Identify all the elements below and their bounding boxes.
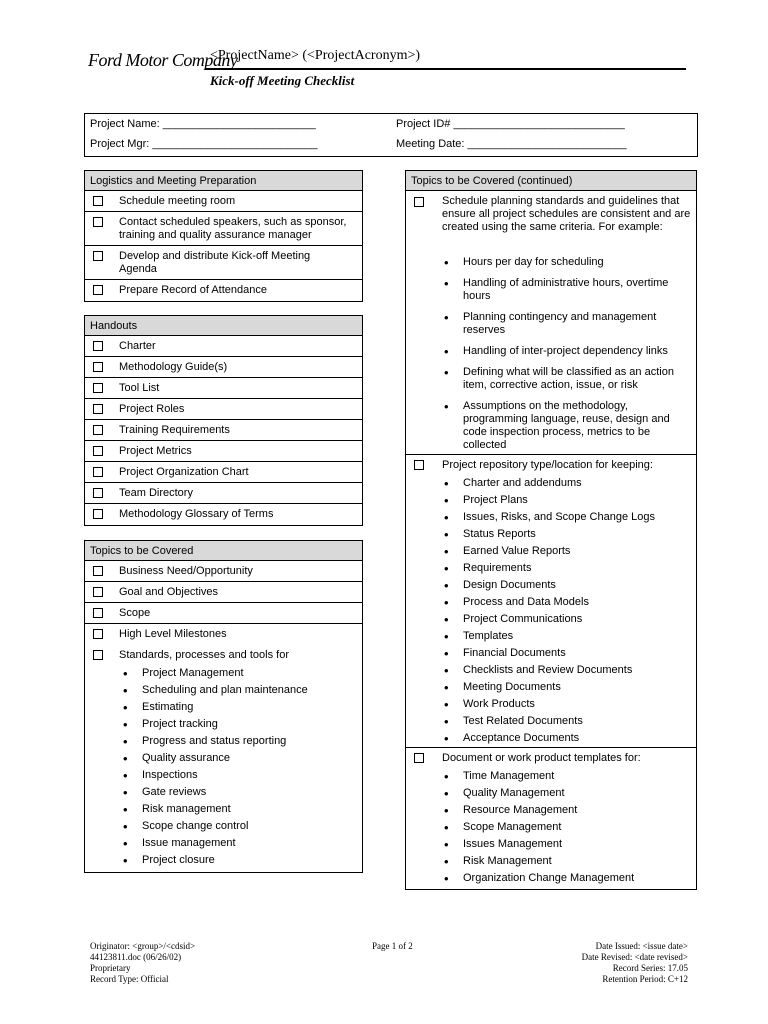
checkbox[interactable] bbox=[414, 753, 424, 763]
bullet-item: • Project Plans bbox=[406, 492, 696, 509]
footer-left bbox=[90, 941, 195, 985]
footer-line: Proprietary bbox=[90, 963, 131, 973]
checklist-item-repository bbox=[406, 455, 696, 748]
bullet-item: • Scheduling and plan maintenance bbox=[85, 682, 362, 699]
item-label: High Level Milestones bbox=[119, 628, 227, 640]
bullet-text: Handling of administrative hours, overtime hours bbox=[463, 277, 669, 302]
bullet-item: • Charter and addendums bbox=[406, 475, 696, 492]
bullet-item: • Quality assurance bbox=[85, 750, 362, 767]
bullet-item: • Project closure bbox=[85, 852, 362, 869]
bullet-item: • Requirements bbox=[406, 560, 696, 577]
bullet-item: • Status Reports bbox=[406, 526, 696, 543]
item-label: Team Directory bbox=[119, 487, 193, 499]
bullet-dot: • bbox=[444, 255, 449, 270]
project-name-field[interactable]: Project Name: _________________________ bbox=[90, 118, 316, 130]
checklist-item bbox=[85, 561, 362, 582]
company-logo: Ford Motor Company bbox=[88, 50, 238, 70]
bullet-item: • Templates bbox=[406, 628, 696, 645]
checklist-item bbox=[85, 624, 362, 645]
repository-list bbox=[406, 475, 696, 747]
bullet-text: Planning contingency and management reserves bbox=[463, 311, 657, 336]
bullet-item: • Estimating bbox=[85, 699, 362, 716]
checkbox[interactable] bbox=[93, 341, 103, 351]
checkbox[interactable] bbox=[93, 446, 103, 456]
bullet-dot: • bbox=[444, 344, 449, 359]
project-info-box bbox=[84, 113, 698, 157]
checklist-item bbox=[85, 441, 362, 462]
bullet-item: • Checklists and Review Documents bbox=[406, 662, 696, 679]
item-label: Methodology Guide(s) bbox=[119, 361, 228, 373]
topics-section bbox=[84, 540, 363, 873]
logistics-section bbox=[84, 170, 363, 302]
checklist-item bbox=[85, 462, 362, 483]
checklist-item bbox=[85, 582, 362, 603]
bullet-item: • Time Management bbox=[406, 768, 696, 785]
meeting-date-field[interactable]: Meeting Date: __________________________ bbox=[396, 138, 627, 150]
checkbox[interactable] bbox=[93, 566, 103, 576]
item-label: Develop and distribute Kick-off Meeting Agenda bbox=[119, 250, 311, 275]
bullet-text: Assumptions on the methodology, programming language, reuse, design and code inspection process, metrics to be collected bbox=[463, 400, 670, 451]
checklist-item-schedule bbox=[406, 191, 696, 455]
bullet-dot: • bbox=[444, 310, 449, 325]
checkbox[interactable] bbox=[93, 467, 103, 477]
bullet-item: • Gate reviews bbox=[85, 784, 362, 801]
checklist-item bbox=[85, 603, 362, 624]
bullet-dot: • bbox=[444, 276, 449, 291]
item-label: Scope bbox=[119, 607, 151, 619]
footer-line: Retention Period: C+12 bbox=[602, 974, 688, 984]
checklist-item bbox=[85, 399, 362, 420]
checklist-item bbox=[85, 336, 362, 357]
section-header: Topics to be Covered (continued) bbox=[406, 171, 696, 191]
bullet-item: • Issues, Risks, and Scope Change Logs bbox=[406, 509, 696, 526]
footer-line: Originator: <group>/<cdsid> bbox=[90, 941, 196, 951]
checkbox[interactable] bbox=[93, 217, 103, 227]
handouts-section bbox=[84, 315, 363, 526]
checkbox[interactable] bbox=[414, 460, 424, 470]
bullet-item: • Earned Value Reports bbox=[406, 543, 696, 560]
document-subtitle: Kick-off Meeting Checklist bbox=[210, 73, 355, 88]
footer-line: Record Type: Official bbox=[90, 974, 169, 984]
checklist-item bbox=[85, 378, 362, 399]
standards-list bbox=[85, 665, 362, 869]
item-label: Business Need/Opportunity bbox=[119, 565, 253, 577]
bullet-item: • Issue management bbox=[85, 835, 362, 852]
bullet-dot: • bbox=[444, 365, 449, 380]
project-id-field[interactable]: Project ID# ____________________________ bbox=[396, 118, 625, 130]
checklist-item-templates bbox=[406, 748, 696, 889]
bullet-item: • Inspections bbox=[85, 767, 362, 784]
checklist-item bbox=[85, 357, 362, 378]
checklist-item bbox=[85, 191, 362, 212]
topics-continued-section bbox=[405, 170, 697, 890]
bullet-item: • Acceptance Documents bbox=[406, 730, 696, 747]
bullet-item: • Quality Management bbox=[406, 785, 696, 802]
bullet-item: • Project tracking bbox=[85, 716, 362, 733]
item-label: Contact scheduled speakers, such as sponsor, training and quality assurance manager bbox=[119, 216, 347, 241]
checklist-item bbox=[85, 504, 362, 525]
checkbox[interactable] bbox=[93, 383, 103, 393]
bullet-item: • Issues Management bbox=[406, 836, 696, 853]
bullet-item: • Process and Data Models bbox=[406, 594, 696, 611]
title-divider bbox=[205, 68, 686, 70]
bullet-text: Hours per day for scheduling bbox=[463, 256, 604, 268]
item-label: Standards, processes and tools for bbox=[119, 649, 289, 661]
checkbox[interactable] bbox=[93, 608, 103, 618]
section-header: Topics to be Covered bbox=[85, 541, 362, 561]
bullet-item: • Resource Management bbox=[406, 802, 696, 819]
section-header: Handouts bbox=[85, 316, 362, 336]
checklist-item-standards bbox=[85, 645, 362, 872]
bullet-text: Defining what will be classified as an action item, corrective action, issue, or risk bbox=[463, 366, 674, 391]
item-label: Document or work product templates for: bbox=[442, 752, 641, 764]
item-label: Schedule meeting room bbox=[119, 195, 236, 207]
checklist-item bbox=[85, 212, 362, 246]
bullet-item: • Risk management bbox=[85, 801, 362, 818]
footer-line: Date Issued: <issue date> bbox=[595, 941, 688, 951]
item-label: Training Requirements bbox=[119, 424, 230, 436]
bullet-item: • Risk Management bbox=[406, 853, 696, 870]
document-title: <ProjectName> (<ProjectAcronym>) bbox=[210, 48, 421, 63]
footer-line: Record Series: 17.05 bbox=[612, 963, 688, 973]
checkbox[interactable] bbox=[93, 650, 103, 660]
checkbox[interactable] bbox=[93, 587, 103, 597]
bullet-item: • Scope change control bbox=[85, 818, 362, 835]
bullet-item: • Financial Documents bbox=[406, 645, 696, 662]
bullet-item: • Progress and status reporting bbox=[85, 733, 362, 750]
bullet-text: Handling of inter-project dependency links bbox=[463, 345, 668, 357]
bullet-dot: • bbox=[444, 399, 449, 414]
bullet-item: • Meeting Documents bbox=[406, 679, 696, 696]
bullet-item: • Project Management bbox=[85, 665, 362, 682]
bullet-item: • Design Documents bbox=[406, 577, 696, 594]
item-label: Methodology Glossary of Terms bbox=[119, 508, 274, 520]
checkbox[interactable] bbox=[93, 629, 103, 639]
item-label: Schedule planning standards and guidelines that ensure all project schedules are consistent and are created using the same criteria. For example: bbox=[442, 195, 691, 233]
checklist-item bbox=[85, 280, 362, 301]
checklist-item bbox=[85, 246, 362, 280]
bullet-item: • Scope Management bbox=[406, 819, 696, 836]
checkbox[interactable] bbox=[93, 425, 103, 435]
footer-line: 44123811.doc (06/26/02) bbox=[90, 952, 182, 962]
checkbox[interactable] bbox=[93, 404, 103, 414]
checkbox[interactable] bbox=[93, 488, 103, 498]
checkbox[interactable] bbox=[414, 197, 424, 207]
section-header: Logistics and Meeting Preparation bbox=[85, 171, 362, 191]
checkbox[interactable] bbox=[93, 285, 103, 295]
item-label: Tool List bbox=[119, 382, 160, 394]
checkbox[interactable] bbox=[93, 362, 103, 372]
project-mgr-field[interactable]: Project Mgr: ___________________________ bbox=[90, 138, 318, 150]
item-label: Project repository type/location for keeping: bbox=[442, 459, 653, 471]
footer-line: Date Revised: <date revised> bbox=[581, 952, 688, 962]
bullet-item: • Work Products bbox=[406, 696, 696, 713]
item-label: Project Roles bbox=[119, 403, 185, 415]
footer-page-number: Page 1 of 2 bbox=[372, 941, 413, 951]
templates-list bbox=[406, 768, 696, 887]
checkbox[interactable] bbox=[93, 509, 103, 519]
checklist-item bbox=[85, 483, 362, 504]
item-label: Project Metrics bbox=[119, 445, 192, 457]
item-label: Project Organization Chart bbox=[119, 466, 249, 478]
checkbox[interactable] bbox=[93, 251, 103, 261]
item-label: Goal and Objectives bbox=[119, 586, 219, 598]
bullet-item: • Test Related Documents bbox=[406, 713, 696, 730]
item-label: Charter bbox=[119, 340, 156, 352]
footer-right bbox=[582, 941, 688, 985]
item-label: Prepare Record of Attendance bbox=[119, 284, 267, 296]
bullet-item: • Project Communications bbox=[406, 611, 696, 628]
checklist-item bbox=[85, 420, 362, 441]
checkbox[interactable] bbox=[93, 196, 103, 206]
bullet-item: • Organization Change Management bbox=[406, 870, 696, 887]
